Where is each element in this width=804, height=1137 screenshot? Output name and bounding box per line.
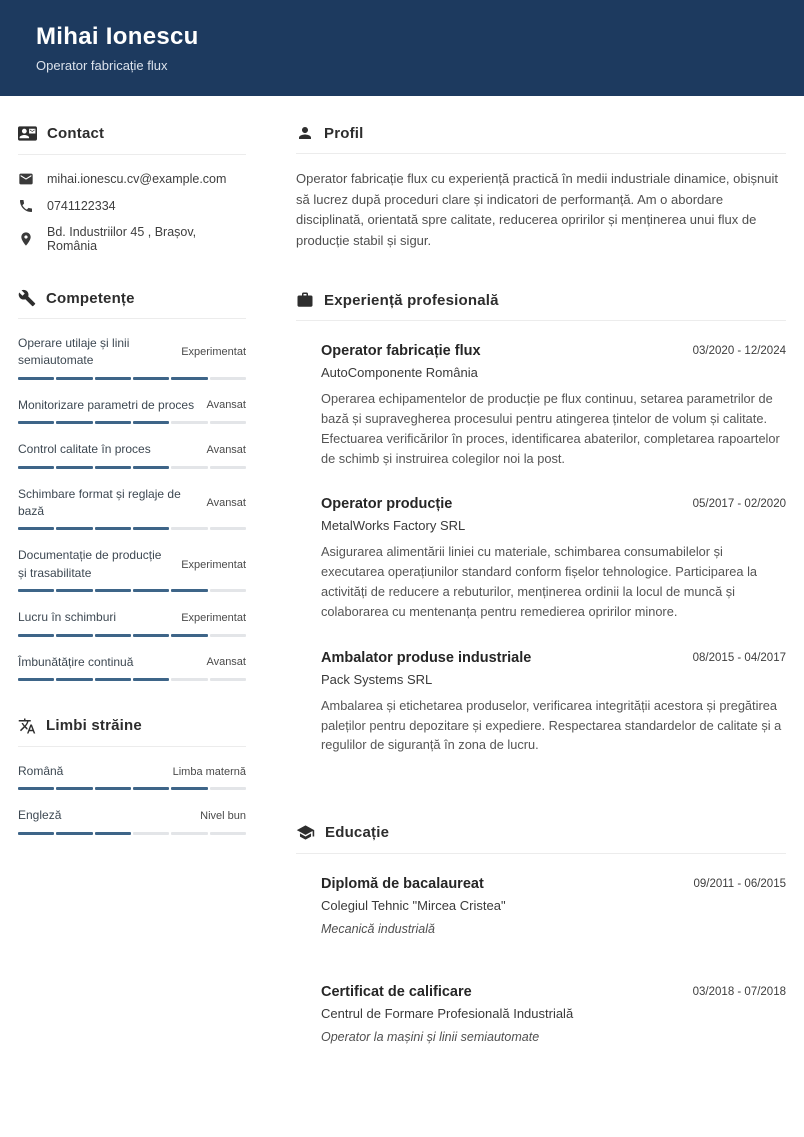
skill-label: Lucru în schimburi xyxy=(18,610,117,625)
job-company: MetalWorks Factory SRL xyxy=(321,518,466,534)
right-column xyxy=(296,124,786,1092)
briefcase-icon xyxy=(296,291,314,309)
job-description: Asigurarea alimentării liniei cu materiale, schimbarea consumabilelor și executarea operațiunilor standard conform fișelor tehnologice. Participarea la activități de reducere a rebuturilor, menținerea ordinii la locul de muncă și colaborarea cu mentenanța pentru remedierea opririlor minore. xyxy=(321,544,758,619)
skill-bar xyxy=(18,634,246,637)
education-heading xyxy=(296,823,786,854)
profile-summary: Operator fabricație flux cu experiență practică în medii industriale dinamice, obișnuit să lucrez după proceduri clare și indicatori de performanță. Am o abordare disciplinată, orientată spre calitate, reducerea opririlor și menținerea unui flux de producție stabil și sigur. xyxy=(296,171,778,248)
education-title: Diplomă de bacalaureat xyxy=(321,876,484,893)
language-level: Nivel bun xyxy=(200,809,246,822)
experience-heading xyxy=(296,291,786,321)
languages-heading xyxy=(18,717,246,747)
skill-label: Operare utilaje și linii semiautomate xyxy=(18,336,130,368)
education-dates: 03/2018 - 07/2018 xyxy=(692,986,786,999)
job-description: Ambalarea și etichetarea produselor, verificarea integrității acestora și pregătirea paleților pentru depozitare și expediere. Respectarea standardelor de calitate și a regulilor de siguranță în zona de lucru. xyxy=(321,697,782,753)
experience-heading-label: Experiență profesională xyxy=(324,291,499,309)
skill-bar xyxy=(18,421,246,424)
contact-card-icon xyxy=(18,124,37,143)
profile-heading-label: Profil xyxy=(324,124,364,142)
language-item xyxy=(18,807,246,834)
skill-bar xyxy=(18,527,246,530)
contact-heading-label: Contact xyxy=(47,125,105,142)
contact-email-value: mihai.ionescu.cv@example.com xyxy=(47,172,227,186)
location-pin-icon xyxy=(18,231,34,247)
skill-bar xyxy=(18,377,246,380)
contact-phone-row xyxy=(18,198,246,214)
skill-level: Avansat xyxy=(206,656,246,669)
translate-icon xyxy=(18,717,36,735)
education-title: Certificat de calificare xyxy=(321,984,472,1001)
job-dates: 03/2020 - 12/2024 xyxy=(692,345,786,358)
skill-bar xyxy=(18,678,246,681)
contact-heading xyxy=(18,124,246,155)
language-label: Engleză xyxy=(18,808,62,823)
contact-email-row xyxy=(18,171,246,187)
job-title: Operator producție xyxy=(321,496,453,513)
skill-item xyxy=(18,547,246,592)
skill-level: Experimentat xyxy=(181,558,246,571)
job-description: Operarea echipamentelor de producție pe flux continuu, setarea parametrilor de bază și supravegherea procesului pentru atingerea țintelor de volum și calitate. Efectuarea verificărilor în proces, identificarea abaterilor, completarea rapoartelor de schimb și instruirea colegilor noi la post. xyxy=(321,391,780,466)
contact-section xyxy=(18,124,246,253)
email-icon xyxy=(18,171,34,187)
skill-bar xyxy=(18,589,246,592)
job-entry xyxy=(321,343,786,468)
left-column xyxy=(18,124,246,1092)
skill-level: Avansat xyxy=(206,399,246,412)
profile-section xyxy=(296,124,786,251)
wrench-icon xyxy=(18,289,36,307)
phone-icon xyxy=(18,198,34,214)
education-entry xyxy=(321,984,786,1044)
skills-list xyxy=(18,335,246,681)
skill-item xyxy=(18,609,246,636)
contact-address-value: Bd. Industriilor 45 , Brașov, România xyxy=(47,225,197,253)
person-job-title: Operator fabricație flux xyxy=(36,58,168,73)
skill-label: Monitorizare parametri de proces xyxy=(18,397,195,412)
cv-body xyxy=(0,96,804,1092)
profile-heading xyxy=(296,124,786,154)
job-entry xyxy=(321,650,786,755)
graduation-cap-icon xyxy=(296,823,315,842)
education-field: Operator la mașini și linii semiautomate xyxy=(321,1030,540,1045)
skill-label: Schimbare format și reglaje de bază xyxy=(18,486,181,518)
education-heading-label: Educație xyxy=(325,824,390,842)
skill-item xyxy=(18,441,246,468)
skill-level: Avansat xyxy=(206,496,246,509)
job-dates: 08/2015 - 04/2017 xyxy=(692,651,786,664)
education-field: Mecanică industrială xyxy=(321,922,435,937)
skill-item xyxy=(18,397,246,424)
education-section xyxy=(296,823,786,1044)
skills-heading xyxy=(18,289,246,319)
skill-level: Experimentat xyxy=(181,611,246,624)
job-company: Pack Systems SRL xyxy=(321,671,433,687)
education-dates: 09/2011 - 06/2015 xyxy=(693,878,786,891)
language-level: Limba maternă xyxy=(172,765,246,778)
job-entry xyxy=(321,496,786,621)
skill-level: Avansat xyxy=(206,443,246,456)
skill-item xyxy=(18,335,246,380)
language-bar xyxy=(18,832,246,835)
job-title: Ambalator produse industriale xyxy=(321,649,532,666)
job-company: AutoComponente România xyxy=(321,365,478,381)
skill-item xyxy=(18,486,246,531)
language-label: Română xyxy=(18,763,64,778)
person-icon xyxy=(296,124,314,142)
languages-heading-label: Limbi străine xyxy=(46,717,142,735)
skill-label: Îmbunătățire continuă xyxy=(18,654,134,669)
education-entry xyxy=(321,876,786,936)
languages-section xyxy=(18,717,246,835)
skill-label: Control calitate în proces xyxy=(18,442,151,457)
header-banner xyxy=(0,0,804,96)
skill-item xyxy=(18,654,246,681)
skill-level: Experimentat xyxy=(181,346,246,359)
contact-phone-value: 0741122334 xyxy=(47,199,116,213)
language-bar xyxy=(18,787,246,790)
contact-address-row xyxy=(18,225,246,253)
language-item xyxy=(18,763,246,790)
skill-label: Documentație de producție și trasabilitate xyxy=(18,548,162,580)
skill-bar xyxy=(18,466,246,469)
education-school: Colegiul Tehnic "Mircea Cristea" xyxy=(321,898,506,914)
job-title: Operator fabricație flux xyxy=(321,343,481,360)
person-name: Mihai Ionescu xyxy=(36,23,199,50)
skills-heading-label: Competențe xyxy=(46,289,135,307)
job-dates: 05/2017 - 02/2020 xyxy=(692,498,786,511)
experience-section xyxy=(296,291,786,755)
languages-list xyxy=(18,763,246,835)
education-school: Centrul de Formare Profesională Industrială xyxy=(321,1006,574,1022)
skills-section xyxy=(18,289,246,681)
